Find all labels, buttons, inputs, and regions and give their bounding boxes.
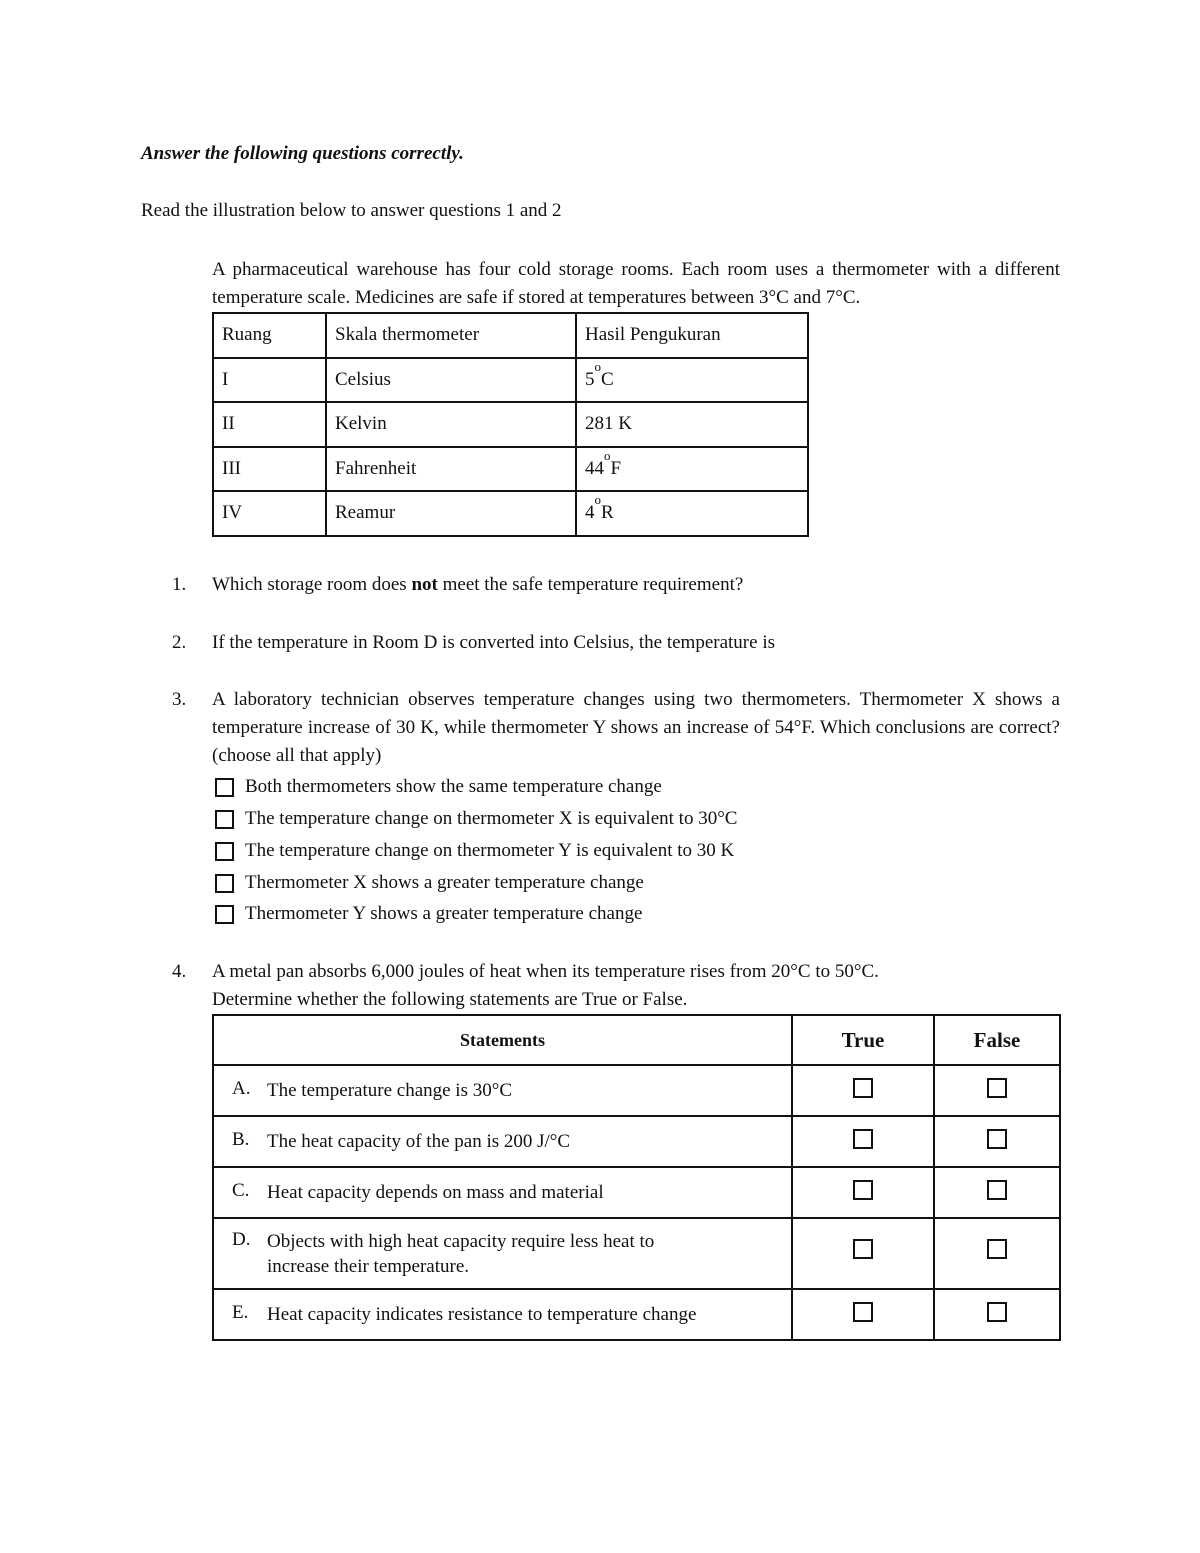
statement-letter: A.	[232, 1078, 251, 1099]
header-hasil: Hasil Pengukuran	[576, 313, 808, 358]
option-label: The temperature change on thermometer Y is equivalent to 30 K	[245, 840, 735, 861]
statement-text: Objects with high heat capacity require less heat to increase their temperature.	[267, 1230, 655, 1277]
value-number: 281 K	[585, 413, 632, 435]
question-number: 2.	[172, 632, 187, 653]
question-2	[172, 629, 1062, 657]
true-checkbox[interactable]	[853, 1302, 873, 1322]
scale-cell: Fahrenheit	[326, 447, 576, 492]
true-cell	[792, 1289, 934, 1340]
table-row	[213, 1289, 1060, 1340]
checkbox[interactable]	[215, 905, 234, 924]
option-1[interactable]	[215, 776, 662, 798]
question-text	[212, 571, 1062, 599]
true-cell	[792, 1065, 934, 1116]
question-text: A laboratory technician observes temperature changes using two thermometers. Thermometer X shows a temperature increase of 30 K, while thermometer Y shows an increase of 54°F. Which conclusions are correct? (choose all that apply)	[212, 689, 1060, 766]
option-label: Both thermometers show the same temperature change	[245, 776, 662, 797]
question-text: If the temperature in Room D is converted into Celsius, the temperature is	[212, 632, 775, 653]
degree-sup: o	[594, 358, 601, 374]
question-number: 3.	[172, 689, 187, 710]
header-true: True	[792, 1015, 934, 1065]
value-number: 44	[585, 457, 604, 479]
checkbox[interactable]	[215, 810, 234, 829]
scale-cell: Kelvin	[326, 402, 576, 447]
value-cell	[576, 402, 808, 447]
table-row	[213, 447, 808, 492]
true-checkbox[interactable]	[853, 1239, 873, 1259]
true-false-table	[212, 1014, 1061, 1341]
statement-letter: D.	[232, 1228, 251, 1250]
degree-sup: o	[594, 492, 601, 508]
value-cell	[576, 447, 808, 492]
question-text	[212, 958, 1062, 1014]
table-row	[213, 491, 808, 536]
room-cell: III	[213, 447, 326, 492]
value-cell	[576, 491, 808, 536]
false-cell	[934, 1065, 1060, 1116]
statement-cell	[213, 1065, 792, 1116]
table-row	[213, 1167, 1060, 1218]
question-1	[172, 571, 1062, 599]
rooms-table	[212, 312, 809, 537]
value-cell	[576, 358, 808, 403]
value-unit: F	[610, 457, 622, 479]
checkbox[interactable]	[215, 842, 234, 861]
false-cell	[934, 1167, 1060, 1218]
checkbox[interactable]	[215, 778, 234, 797]
question-number: 4.	[172, 961, 187, 982]
value-number: 5	[585, 368, 595, 390]
question-text-part: meet the safe temperature requirement?	[437, 574, 744, 595]
statement-text: The heat capacity of the pan is 200 J/°C	[267, 1131, 571, 1152]
question-text-part: Which storage room does	[212, 574, 412, 595]
scale-cell: Reamur	[326, 491, 576, 536]
question-line: A metal pan absorbs 6,000 joules of heat when its temperature rises from 20°C to 50°C.	[212, 961, 879, 982]
room-cell: IV	[213, 491, 326, 536]
true-checkbox[interactable]	[853, 1180, 873, 1200]
scale-cell: Celsius	[326, 358, 576, 403]
table-row	[213, 1218, 1060, 1289]
header-skala: Skala thermometer	[326, 313, 576, 358]
false-checkbox[interactable]	[987, 1078, 1007, 1098]
true-checkbox[interactable]	[853, 1129, 873, 1149]
false-cell	[934, 1289, 1060, 1340]
table-row	[213, 1116, 1060, 1167]
value-number: 4	[585, 502, 595, 524]
statement-text: The temperature change is 30°C	[267, 1080, 513, 1101]
header-false: False	[934, 1015, 1060, 1065]
false-cell	[934, 1116, 1060, 1167]
question-3	[172, 686, 1062, 770]
page-heading: Answer the following questions correctly.	[141, 143, 464, 164]
degree-sup: o	[604, 447, 611, 463]
false-checkbox[interactable]	[987, 1239, 1007, 1259]
true-cell	[792, 1116, 934, 1167]
table-row	[213, 358, 808, 403]
room-cell: II	[213, 402, 326, 447]
false-checkbox[interactable]	[987, 1129, 1007, 1149]
value-unit: R	[601, 502, 614, 524]
statement-cell	[213, 1167, 792, 1218]
question-number: 1.	[172, 574, 187, 595]
table-header-row	[213, 1015, 1060, 1065]
statement-cell	[213, 1289, 792, 1340]
option-5[interactable]	[215, 903, 642, 925]
option-label: Thermometer Y shows a greater temperature change	[245, 903, 643, 924]
header-statements: Statements	[213, 1015, 792, 1065]
statement-letter: C.	[232, 1180, 250, 1201]
intro-text: Read the illustration below to answer questions 1 and 2	[141, 200, 562, 221]
option-4[interactable]	[215, 872, 644, 894]
statement-cell	[213, 1218, 792, 1289]
option-3[interactable]	[215, 840, 734, 862]
false-cell	[934, 1218, 1060, 1289]
statement-text: Heat capacity indicates resistance to temperature change	[267, 1304, 697, 1325]
checkbox[interactable]	[215, 874, 234, 893]
question-emphasis: not	[411, 574, 438, 595]
question-4	[172, 958, 1062, 1014]
false-checkbox[interactable]	[987, 1180, 1007, 1200]
table-row	[213, 1065, 1060, 1116]
true-cell	[792, 1167, 934, 1218]
option-label: Thermometer X shows a greater temperature change	[245, 872, 644, 893]
header-ruang: Ruang	[213, 313, 326, 358]
statement-cell	[213, 1116, 792, 1167]
value-unit: C	[601, 368, 614, 390]
statement-text: Heat capacity depends on mass and material	[267, 1182, 604, 1203]
question-line: Determine whether the following statements are True or False.	[212, 989, 688, 1010]
option-label: The temperature change on thermometer X is equivalent to 30°C	[245, 808, 738, 829]
true-cell	[792, 1218, 934, 1289]
scenario-text: A pharmaceutical warehouse has four cold storage rooms. Each room uses a thermometer with a different temperature scale. Medicines are safe if stored at temperatures between 3°C and 7°C.	[212, 259, 1060, 308]
statement-letter: B.	[232, 1129, 250, 1150]
false-checkbox[interactable]	[987, 1302, 1007, 1322]
statement-letter: E.	[232, 1302, 249, 1323]
room-cell: I	[213, 358, 326, 403]
true-checkbox[interactable]	[853, 1078, 873, 1098]
table-header-row	[213, 313, 808, 358]
option-2[interactable]	[215, 808, 737, 830]
table-row	[213, 402, 808, 447]
